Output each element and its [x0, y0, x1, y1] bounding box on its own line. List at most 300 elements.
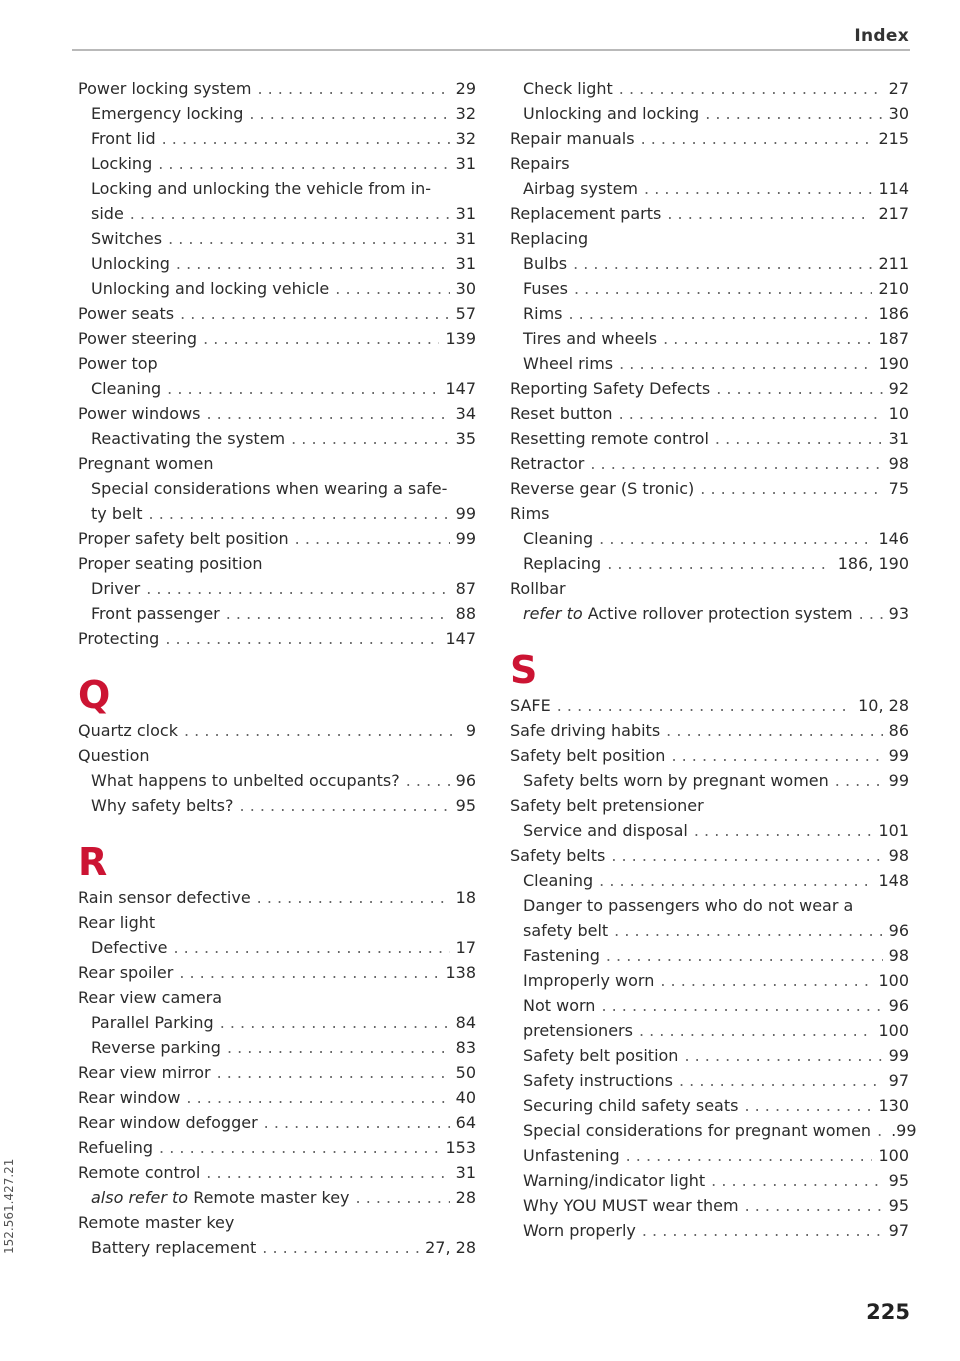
dot-leader	[684, 1043, 882, 1068]
page-reference: 210	[878, 279, 909, 298]
index-entry	[78, 76, 476, 101]
page-reference: 87	[455, 579, 476, 598]
index-subentry	[510, 1118, 917, 1143]
page-reference: 27, 28	[425, 1238, 476, 1257]
index-entry	[510, 376, 909, 401]
dot-leader	[660, 968, 872, 993]
page-number: 225	[866, 1300, 910, 1324]
index-entry	[78, 1160, 476, 1185]
page-reference: 215	[878, 129, 909, 148]
index-subentry-text: Special considerations when wearing a safe-	[91, 479, 448, 498]
page-reference: 100	[878, 1021, 909, 1040]
dot-leader	[614, 918, 882, 943]
index-entry	[78, 1135, 476, 1160]
dot-leader	[590, 451, 882, 476]
index-entry	[78, 326, 476, 351]
index-term: Driver	[91, 579, 141, 598]
index-term: Reset button	[510, 404, 613, 423]
index-term: Check light	[523, 79, 613, 98]
page-reference: 29	[455, 79, 476, 98]
dot-leader	[356, 1185, 450, 1210]
index-subentry	[78, 151, 476, 176]
index-subentry	[510, 943, 909, 968]
dot-leader	[264, 1110, 450, 1135]
index-section-letter: S	[510, 648, 538, 692]
dot-leader	[641, 126, 873, 151]
cross-reference-target: Active rollover protection system	[587, 604, 853, 623]
page-reference: 99	[888, 746, 909, 765]
page-reference: 27	[888, 79, 909, 98]
index-term: Service and disposal	[523, 821, 688, 840]
index-term: Tires and wheels	[523, 329, 658, 348]
dot-leader	[859, 601, 883, 626]
index-term: Rear view mirror	[78, 1063, 211, 1082]
index-entry	[78, 526, 476, 551]
index-term: Improperly worn	[523, 971, 655, 990]
dot-leader	[217, 1060, 450, 1085]
dot-leader	[159, 1135, 439, 1160]
index-entry	[510, 476, 909, 501]
dot-leader	[663, 326, 872, 351]
dot-leader	[179, 960, 439, 985]
index-term: Why YOU MUST wear them	[523, 1196, 739, 1215]
page-reference: 147	[445, 379, 476, 398]
index-subentry	[78, 1035, 476, 1060]
index-subentry	[510, 1093, 909, 1118]
index-term: Safety belt position	[523, 1046, 679, 1065]
index-entry	[78, 626, 476, 651]
index-subentry	[78, 426, 476, 451]
index-term: Power steering	[78, 329, 198, 348]
index-subentry	[510, 993, 909, 1018]
page-reference: 99	[455, 504, 476, 523]
index-term: Front passenger	[91, 604, 220, 623]
index-term	[91, 1185, 350, 1210]
index-term: Unlocking and locking vehicle	[91, 279, 330, 298]
page-reference: 28	[455, 1188, 476, 1207]
index-term: Safety belt position	[510, 746, 666, 765]
index-entry	[78, 401, 476, 426]
index-term: Reverse parking	[91, 1038, 221, 1057]
index-column-right	[510, 76, 917, 1243]
dot-leader	[744, 1093, 872, 1118]
dot-leader	[644, 176, 872, 201]
index-heading: Rear light	[78, 913, 156, 932]
index-term: Unfastening	[523, 1146, 620, 1165]
index-term: ty belt	[91, 504, 143, 523]
page-reference: 34	[455, 404, 476, 423]
index-term: Fuses	[523, 279, 568, 298]
page-reference: 10, 28	[858, 696, 909, 715]
dot-leader	[715, 426, 883, 451]
page-reference: 31	[455, 254, 476, 273]
index-entry	[78, 1110, 476, 1135]
dot-leader	[335, 276, 449, 301]
index-heading: Pregnant women	[78, 454, 214, 473]
index-subentry	[510, 176, 909, 201]
index-term: Airbag system	[523, 179, 639, 198]
index-heading: Power top	[78, 354, 158, 373]
index-heading: Replacing	[510, 229, 589, 248]
index-subentry	[510, 1043, 909, 1068]
dot-leader	[557, 693, 852, 718]
dot-leader	[745, 1193, 883, 1218]
page-reference: 84	[455, 1013, 476, 1032]
page-reference: 97	[888, 1071, 909, 1090]
index-subentry	[78, 101, 476, 126]
index-term: Remote control	[78, 1163, 201, 1182]
index-subentry	[78, 601, 476, 626]
index-term: Switches	[91, 229, 163, 248]
index-subentry	[78, 935, 476, 960]
dot-leader	[619, 351, 872, 376]
index-term: Power windows	[78, 404, 201, 423]
index-subentry	[78, 226, 476, 251]
index-term: pretensioners	[523, 1021, 633, 1040]
index-subentry	[510, 351, 909, 376]
index-term: Repair manuals	[510, 129, 635, 148]
dot-leader	[249, 101, 449, 126]
cross-reference-label: also refer to	[91, 1188, 189, 1207]
index-entry	[78, 960, 476, 985]
index-heading: Rear view camera	[78, 988, 223, 1007]
index-term: Reactivating the system	[91, 429, 286, 448]
index-subentry	[510, 818, 909, 843]
index-subentry	[510, 1068, 909, 1093]
page-reference: 187	[878, 329, 909, 348]
dot-leader	[165, 626, 439, 651]
page-reference: 147	[445, 629, 476, 648]
dot-leader	[601, 993, 882, 1018]
dot-leader	[667, 201, 872, 226]
dot-leader	[262, 1235, 419, 1260]
index-term: Protecting	[78, 629, 160, 648]
index-term: Front lid	[91, 129, 156, 148]
page-reference: 31	[455, 1163, 476, 1182]
dot-leader	[176, 251, 450, 276]
index-term: Safety belts	[510, 846, 606, 865]
index-subentry	[510, 601, 909, 626]
index-entry	[510, 693, 909, 718]
dot-leader	[626, 1143, 873, 1168]
page-reference: 98	[888, 846, 909, 865]
dot-leader	[227, 1035, 450, 1060]
dot-leader	[162, 126, 450, 151]
page-reference: 95	[888, 1171, 909, 1190]
document-code: 152.561.427.21	[2, 1158, 16, 1254]
dot-leader	[619, 401, 883, 426]
page-reference: 186	[878, 304, 909, 323]
dot-leader	[168, 226, 450, 251]
dot-leader	[619, 76, 883, 101]
index-subentry	[510, 1193, 909, 1218]
dot-leader	[406, 768, 450, 793]
index-subentry	[78, 768, 476, 793]
page-reference: 98	[888, 454, 909, 473]
index-heading: Rollbar	[510, 579, 566, 598]
page-reference: 190	[878, 354, 909, 373]
dot-leader	[679, 1068, 883, 1093]
index-term: Cleaning	[523, 529, 594, 548]
index-subentry	[510, 1018, 909, 1043]
index-subentry	[510, 101, 909, 126]
index-heading: Proper seating position	[78, 554, 263, 573]
index-term: Power locking system	[78, 79, 252, 98]
page-reference: 100	[878, 1146, 909, 1165]
dot-leader	[607, 551, 832, 576]
index-term: Fastening	[523, 946, 600, 965]
dot-leader	[180, 301, 450, 326]
index-term: Rear spoiler	[78, 963, 174, 982]
dot-leader	[574, 276, 872, 301]
page-reference: 101	[878, 821, 909, 840]
dot-leader	[666, 718, 882, 743]
dot-leader	[226, 601, 450, 626]
dot-leader	[295, 526, 450, 551]
page-reference: .99	[891, 1121, 917, 1140]
index-subentry	[78, 501, 476, 526]
index-term: Worn properly	[523, 1221, 636, 1240]
index-entry	[78, 1085, 476, 1110]
index-term: Cleaning	[91, 379, 162, 398]
index-section-letter: Q	[78, 673, 111, 717]
index-term: Battery replacement	[91, 1238, 257, 1257]
page-reference: 30	[888, 104, 909, 123]
index-term: SAFE	[510, 696, 551, 715]
index-section-letter: R	[78, 840, 108, 884]
index-term: Defective	[91, 938, 168, 957]
index-term: Cleaning	[523, 871, 594, 890]
index-subentry	[510, 526, 909, 551]
dot-leader	[207, 401, 450, 426]
index-entry	[510, 743, 909, 768]
page-reference: 31	[455, 204, 476, 223]
dot-leader	[877, 1118, 885, 1143]
page-reference: 138	[445, 963, 476, 982]
index-term: Power seats	[78, 304, 175, 323]
index-entry	[510, 126, 909, 151]
index-term: Unlocking and locking	[523, 104, 700, 123]
index-term: side	[91, 204, 124, 223]
index-subentry-text: Locking and unlocking the vehicle from in-	[91, 179, 431, 198]
dot-leader	[173, 935, 449, 960]
index-term: Why safety belts?	[91, 796, 234, 815]
page-reference: 31	[888, 429, 909, 448]
index-subentry	[510, 1143, 909, 1168]
index-term: Safety instructions	[523, 1071, 673, 1090]
page-reference: 98	[888, 946, 909, 965]
index-subentry	[510, 1218, 909, 1243]
index-subentry	[510, 251, 909, 276]
index-subentry	[78, 1235, 476, 1260]
dot-leader	[220, 1010, 450, 1035]
index-term: Resetting remote control	[510, 429, 709, 448]
index-term: Not worn	[523, 996, 596, 1015]
page-reference: 64	[455, 1113, 476, 1132]
dot-leader	[835, 768, 883, 793]
index-term: What happens to unbelted occupants?	[91, 771, 400, 790]
index-entry	[510, 718, 909, 743]
page-reference: 17	[455, 938, 476, 957]
page-reference: 211	[878, 254, 909, 273]
index-subentry	[78, 1185, 476, 1210]
page-reference: 99	[888, 1046, 909, 1065]
dot-leader	[694, 818, 873, 843]
index-subentry	[510, 551, 909, 576]
page-reference: 95	[888, 1196, 909, 1215]
index-term: Reporting Safety Defects	[510, 379, 711, 398]
index-column-left	[78, 76, 476, 1260]
dot-leader	[639, 1018, 873, 1043]
page-reference: 31	[455, 154, 476, 173]
page-reference: 146	[878, 529, 909, 548]
index-term: Emergency locking	[91, 104, 244, 123]
index-heading: Remote master key	[78, 1213, 235, 1232]
index-term: Rain sensor defective	[78, 888, 251, 907]
page-reference: 10	[888, 404, 909, 423]
page-reference: 18	[455, 888, 476, 907]
index-term: Retractor	[510, 454, 585, 473]
dot-leader	[716, 376, 882, 401]
cross-reference-target: Remote master key	[193, 1188, 350, 1207]
index-subentry	[78, 1010, 476, 1035]
index-term: Reverse gear (S tronic)	[510, 479, 695, 498]
index-entry	[78, 1060, 476, 1085]
index-term: Rear window defogger	[78, 1113, 258, 1132]
index-subentry	[510, 968, 909, 993]
index-subentry	[78, 126, 476, 151]
page-reference: 92	[888, 379, 909, 398]
page-reference: 139	[445, 329, 476, 348]
index-entry	[510, 843, 909, 868]
dot-leader	[606, 943, 883, 968]
page-reference: 96	[455, 771, 476, 790]
dot-leader	[257, 76, 449, 101]
index-subentry	[78, 276, 476, 301]
dot-leader	[573, 251, 872, 276]
index-subentry	[510, 276, 909, 301]
page-reference: 57	[455, 304, 476, 323]
dot-leader	[146, 576, 449, 601]
dot-leader	[240, 793, 450, 818]
index-term: Proper safety belt position	[78, 529, 289, 548]
dot-leader	[186, 1085, 449, 1110]
index-entry	[510, 401, 909, 426]
page-reference: 75	[888, 479, 909, 498]
page-reference: 148	[878, 871, 909, 890]
index-term	[523, 601, 853, 626]
index-subentry	[510, 918, 909, 943]
dot-leader	[599, 526, 872, 551]
page-reference: 32	[455, 129, 476, 148]
page-header-title: Index	[854, 26, 909, 46]
index-subentry	[78, 376, 476, 401]
index-subentry-text: Danger to passengers who do not wear a	[523, 896, 854, 915]
page-reference: 97	[888, 1221, 909, 1240]
index-subentry	[78, 201, 476, 226]
index-heading: Rims	[510, 504, 550, 523]
index-subentry	[510, 326, 909, 351]
index-subentry	[510, 768, 909, 793]
page-reference: 83	[455, 1038, 476, 1057]
dot-leader	[130, 201, 450, 226]
dot-leader	[203, 326, 439, 351]
index-term: safety belt	[523, 921, 609, 940]
dot-leader	[158, 151, 449, 176]
dot-leader	[611, 843, 882, 868]
cross-reference-label: refer to	[523, 604, 583, 623]
index-heading: Safety belt pretensioner	[510, 796, 704, 815]
dot-leader	[642, 1218, 883, 1243]
dot-leader	[705, 101, 882, 126]
index-term: Locking	[91, 154, 153, 173]
index-heading: Question	[78, 746, 150, 765]
index-entry	[510, 451, 909, 476]
index-subentry	[78, 251, 476, 276]
index-subentry	[510, 868, 909, 893]
index-heading: Repairs	[510, 154, 570, 173]
page-reference: 31	[455, 229, 476, 248]
dot-leader	[671, 743, 882, 768]
page-reference: 96	[888, 996, 909, 1015]
dot-leader	[206, 1160, 449, 1185]
dot-leader	[149, 501, 450, 526]
index-term: Refueling	[78, 1138, 154, 1157]
page-reference: 93	[888, 604, 909, 623]
page-reference: 88	[455, 604, 476, 623]
index-entry	[78, 885, 476, 910]
index-entry	[78, 718, 476, 743]
dot-leader	[599, 868, 872, 893]
page-reference: 114	[878, 179, 909, 198]
header-rule	[72, 49, 910, 51]
page-reference: 86	[888, 721, 909, 740]
page-reference: 9	[465, 721, 476, 740]
dot-leader	[184, 718, 460, 743]
dot-leader	[257, 885, 450, 910]
dot-leader	[568, 301, 872, 326]
page-reference: 35	[455, 429, 476, 448]
index-term: Unlocking	[91, 254, 170, 273]
index-entry	[510, 201, 909, 226]
page-reference: 99	[455, 529, 476, 548]
index-term: Replacing	[523, 554, 602, 573]
dot-leader	[167, 376, 439, 401]
dot-leader	[700, 476, 882, 501]
index-term: Rims	[523, 304, 563, 323]
index-term: Safety belts worn by pregnant women	[523, 771, 829, 790]
index-term: Rear window	[78, 1088, 181, 1107]
index-subentry	[78, 576, 476, 601]
index-term: Wheel rims	[523, 354, 614, 373]
index-term: Safe driving habits	[510, 721, 661, 740]
page-reference: 100	[878, 971, 909, 990]
dot-leader	[291, 426, 450, 451]
page-reference: 96	[888, 921, 909, 940]
index-term: Special considerations for pregnant women	[523, 1121, 872, 1140]
page-reference: 30	[455, 279, 476, 298]
index-term: Securing child safety seats	[523, 1096, 739, 1115]
page-reference: 153	[445, 1138, 476, 1157]
page-reference: 32	[455, 104, 476, 123]
index-term: Quartz clock	[78, 721, 178, 740]
page-reference: 95	[455, 796, 476, 815]
index-entry	[510, 426, 909, 451]
page-reference: 217	[878, 204, 909, 223]
page-reference: 40	[455, 1088, 476, 1107]
index-subentry	[510, 1168, 909, 1193]
index-term: Warning/indicator light	[523, 1171, 706, 1190]
